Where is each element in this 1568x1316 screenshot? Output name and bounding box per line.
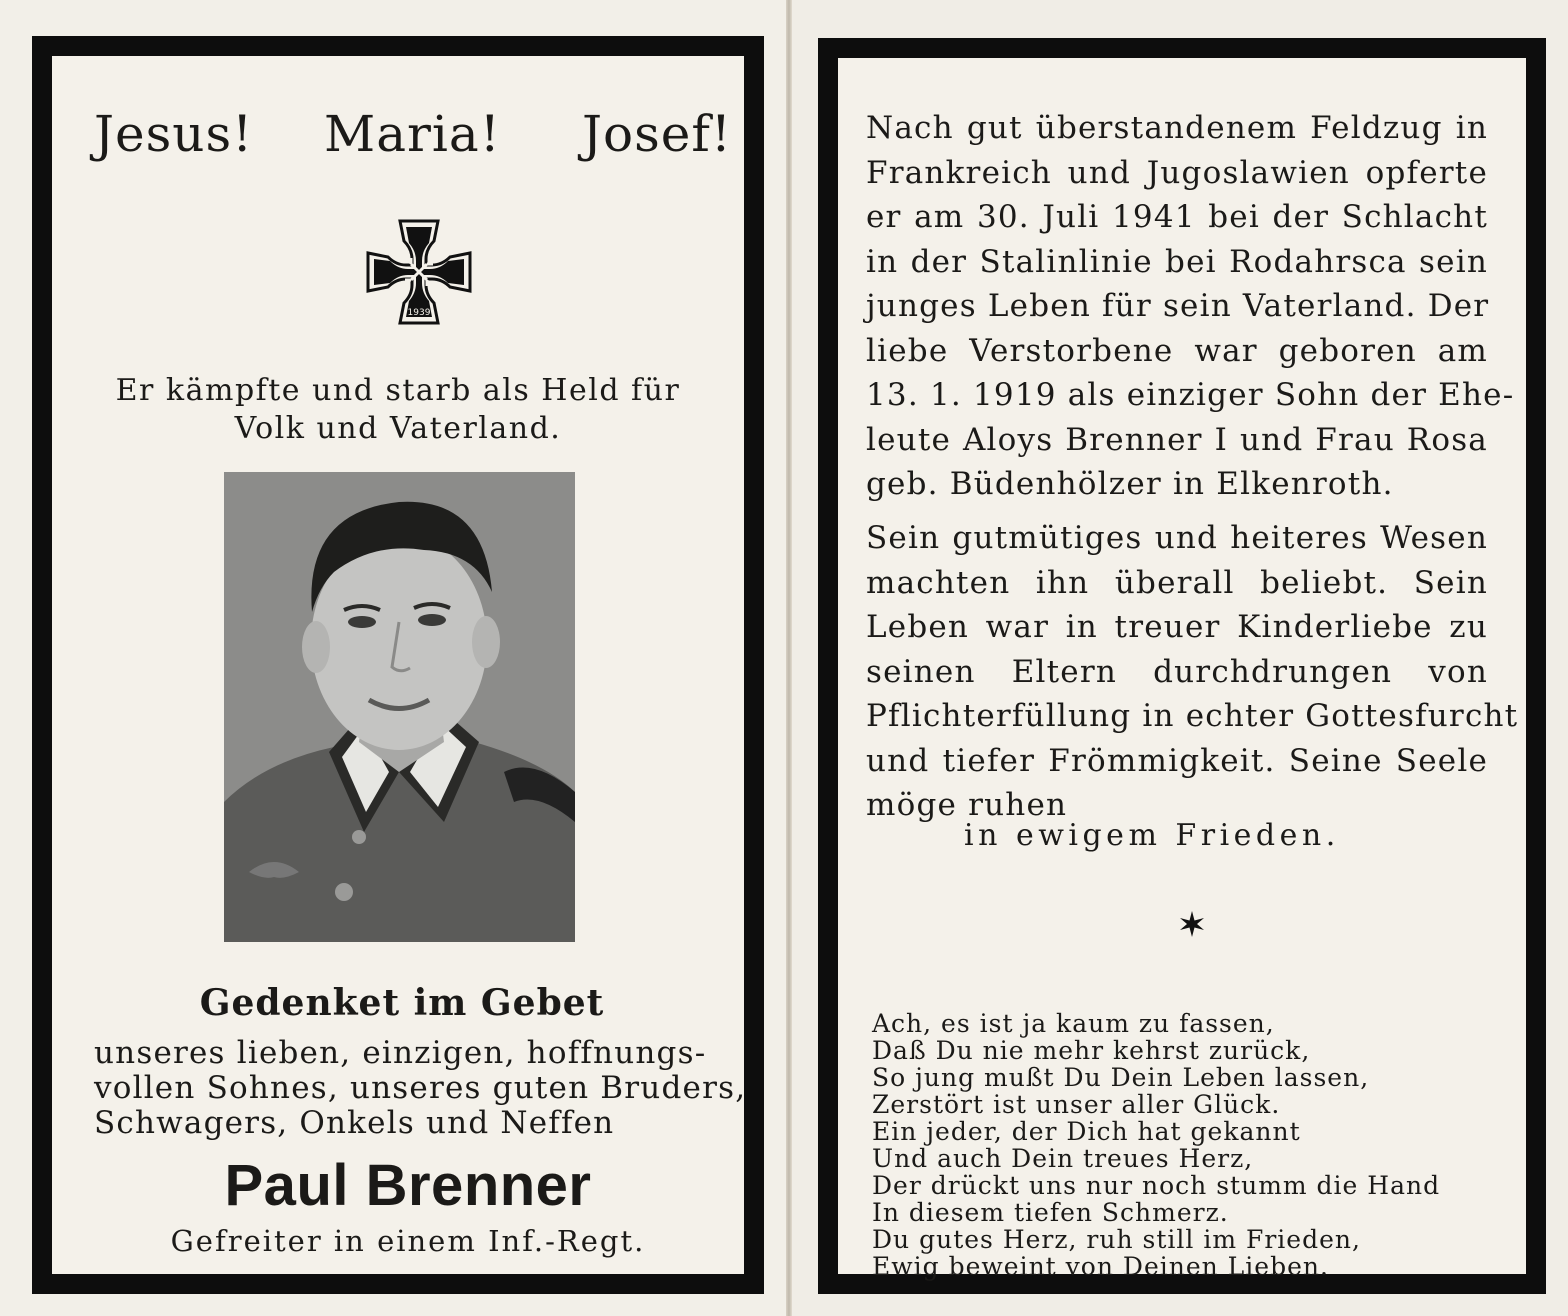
character-line: Leben war in treuer Kinderliebe zu — [866, 609, 1488, 645]
poem-line: Ein jeder, der Dich hat gekannt — [872, 1117, 1301, 1146]
poem-line: Daß Du nie mehr kehrst zurück, — [872, 1036, 1311, 1065]
bio-line: liebe Verstorbene war geboren am — [866, 332, 1488, 369]
memorial-line-3: Schwagers, Onkels und Neffen — [94, 1105, 615, 1141]
bio-line: 13. 1. 1919 als einziger Sohn der Ehe- — [866, 377, 1515, 413]
character-line: machten ihn überall beliebt. Sein — [866, 564, 1488, 601]
bio-line: junges Leben für sein Vaterland. Der — [866, 288, 1490, 324]
poem-line: Und auch Dein treues Herz, — [872, 1144, 1254, 1173]
invocation-josef: Josef! — [582, 105, 732, 163]
bio-line: geb. Büdenhölzer in Elkenroth. — [866, 466, 1394, 502]
left-mourning-frame — [32, 36, 764, 1294]
hero-line-2: Volk und Vaterland. — [234, 411, 562, 446]
right-mourning-frame — [818, 38, 1546, 1294]
poem-line: Ach, es ist ja kaum zu fassen, — [872, 1009, 1275, 1038]
hero-line-1: Er kämpfte und starb als Held für — [115, 373, 681, 408]
poem-line: So jung mußt Du Dein Leben lassen, — [872, 1063, 1370, 1092]
iron-cross-icon — [366, 219, 472, 325]
bio-line: leute Aloys Brenner I und Frau Rosa — [866, 421, 1488, 458]
deceased-name: Paul Brenner — [224, 1153, 592, 1218]
character-line: Sein gutmütiges und heiteres Wesen — [866, 520, 1488, 556]
bio-line: Nach gut überstandenem Feldzug in — [866, 110, 1488, 146]
poem-line: Du gutes Herz, ruh still im Frieden, — [872, 1225, 1361, 1254]
poem-line: Ewig beweint von Deinen Lieben. — [872, 1252, 1329, 1281]
poem-line: Der drückt uns nur noch stumm die Hand — [872, 1171, 1441, 1200]
soldier-portrait-photo — [224, 472, 575, 942]
closing-line: in ewigem Frieden. — [964, 818, 1340, 853]
memorial-line-1: unseres lieben, einzigen, hoffnungs- — [94, 1035, 707, 1071]
memorial-line-2: vollen Sohnes, unseres guten Bruders, — [94, 1070, 747, 1106]
bio-line: er am 30. Juli 1941 bei der Schlacht — [866, 199, 1488, 235]
character-line: möge ruhen — [866, 787, 1068, 823]
poem-line: In diesem tiefen Schmerz. — [872, 1198, 1229, 1227]
bio-line: Frankreich und Jugoslawien opferte — [866, 154, 1488, 191]
invocation-jesus: Jesus! — [94, 105, 254, 163]
cross-year: 1939 — [407, 308, 431, 318]
star-icon — [1178, 910, 1206, 938]
poem-line: Zerstört ist unser aller Glück. — [872, 1090, 1281, 1119]
bio-line: in der Stalinlinie bei Rodahrsca sein — [866, 243, 1488, 280]
character-line: Pflichterfüllung in echter Gottesfurcht — [866, 698, 1519, 734]
military-rank: Gefreiter in einem Inf.-Regt. — [170, 1224, 646, 1258]
character-line: seinen Eltern durchdrungen von — [866, 653, 1488, 690]
invocation-maria: Maria! — [324, 105, 501, 163]
character-line: und tiefer Frömmigkeit. Seine Seele — [866, 742, 1488, 779]
memorial-heading: Gedenket im Gebet — [199, 982, 605, 1024]
